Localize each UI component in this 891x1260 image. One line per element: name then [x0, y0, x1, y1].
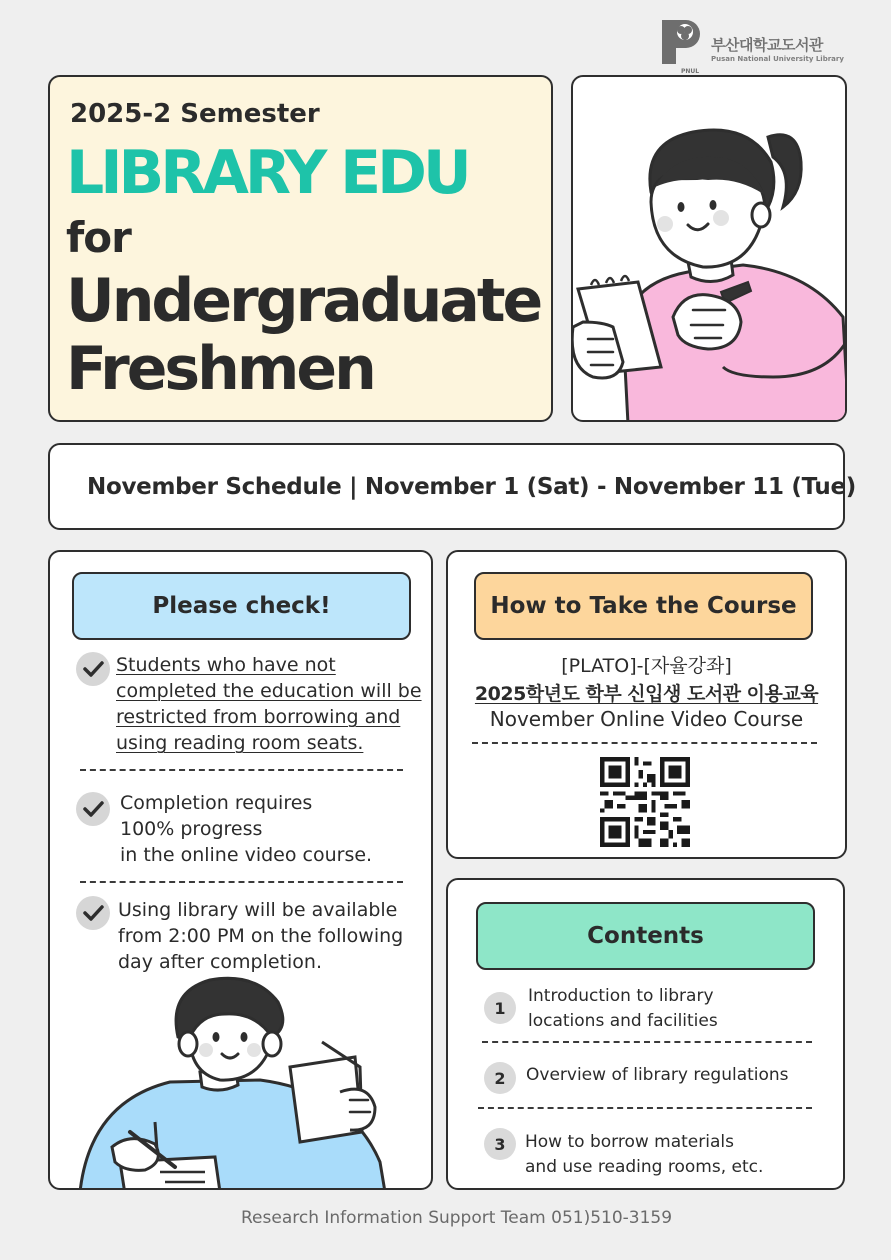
contents-number-2: 2 [484, 1062, 516, 1094]
logo-korean-name: 부산대학교도서관 [711, 36, 823, 54]
check-item-2-line: 100% progress [120, 818, 263, 840]
divider [472, 742, 817, 744]
schedule-card [48, 443, 857, 530]
check-item-3-line: day after completion. [118, 951, 323, 973]
library-logo [661, 18, 846, 75]
check-item-2-line: in the online video course. [120, 844, 373, 866]
title-freshmen: Freshmen [66, 334, 374, 404]
please-check-card [48, 550, 433, 1190]
how-to-take-course-card [446, 550, 847, 859]
contents-item-3 [525, 1130, 763, 1180]
logo-english-name: Pusan National University Library [711, 55, 844, 63]
divider [478, 1107, 812, 1109]
title-undergraduate: Undergraduate [66, 266, 541, 336]
title-library-edu: LIBRARY EDU [66, 138, 468, 208]
checkmark-icon [76, 792, 110, 826]
checkmark-icon [76, 652, 110, 686]
title-card [48, 75, 553, 422]
course-title-korean[interactable]: 2025학년도 학부 신입생 도서관 이용교육 [474, 683, 819, 705]
schedule-text: November Schedule | November 1 (Sat) - November 11 (Tue) [87, 474, 857, 500]
contents-card [446, 878, 845, 1190]
footer-contact: Research Information Support Team 051)510-3159 [241, 1208, 673, 1228]
check-item-1-line: Students who have not [116, 654, 336, 676]
semester-label: 2025-2 Semester [70, 99, 320, 129]
divider [80, 769, 403, 771]
check-item-3-line: from 2:00 PM on the following [118, 925, 404, 947]
check-item-1-line: restricted from borrowing and [116, 706, 401, 728]
divider [482, 1041, 812, 1043]
contents-item-2-line: Overview of library regulations [526, 1065, 789, 1085]
contents-item-2 [526, 1063, 789, 1088]
pnul-tree-logo-icon [661, 18, 705, 66]
checkmark-icon [76, 896, 110, 930]
check-item-3 [118, 897, 403, 975]
check-item-2 [120, 790, 372, 868]
check-item-3-line: Using library will be available [118, 899, 398, 921]
check-item-1-line: using reading room seats. [116, 732, 364, 754]
course-title-english: November Online Video Course [489, 707, 804, 731]
plato-path: [PLATO]-[자율강좌] [561, 655, 732, 677]
logo-abbreviation: PNUL [681, 68, 700, 75]
boy-reading-illustration [50, 972, 433, 1190]
contents-item-1 [528, 984, 718, 1034]
contents-item-1-line: Introduction to library [528, 986, 714, 1006]
please-check-heading: Please check! [72, 572, 411, 640]
contents-item-1-line: locations and facilities [528, 1011, 718, 1031]
contents-number-1: 1 [484, 992, 516, 1024]
girl-taking-notes-illustration [573, 77, 847, 422]
girl-illustration-card [571, 75, 847, 422]
contents-item-3-line: and use reading rooms, etc. [525, 1157, 764, 1177]
check-item-2-line: Completion requires [120, 792, 313, 814]
check-item-1-line: completed the education will be [116, 680, 422, 702]
contents-heading: Contents [476, 902, 815, 970]
divider [80, 881, 403, 883]
how-to-take-course-heading: How to Take the Course [474, 572, 813, 640]
title-for: for [66, 213, 131, 262]
contents-item-3-line: How to borrow materials [525, 1132, 734, 1152]
qr-code-icon[interactable] [600, 757, 690, 847]
check-item-1 [116, 652, 422, 756]
contents-number-3: 3 [484, 1128, 516, 1160]
